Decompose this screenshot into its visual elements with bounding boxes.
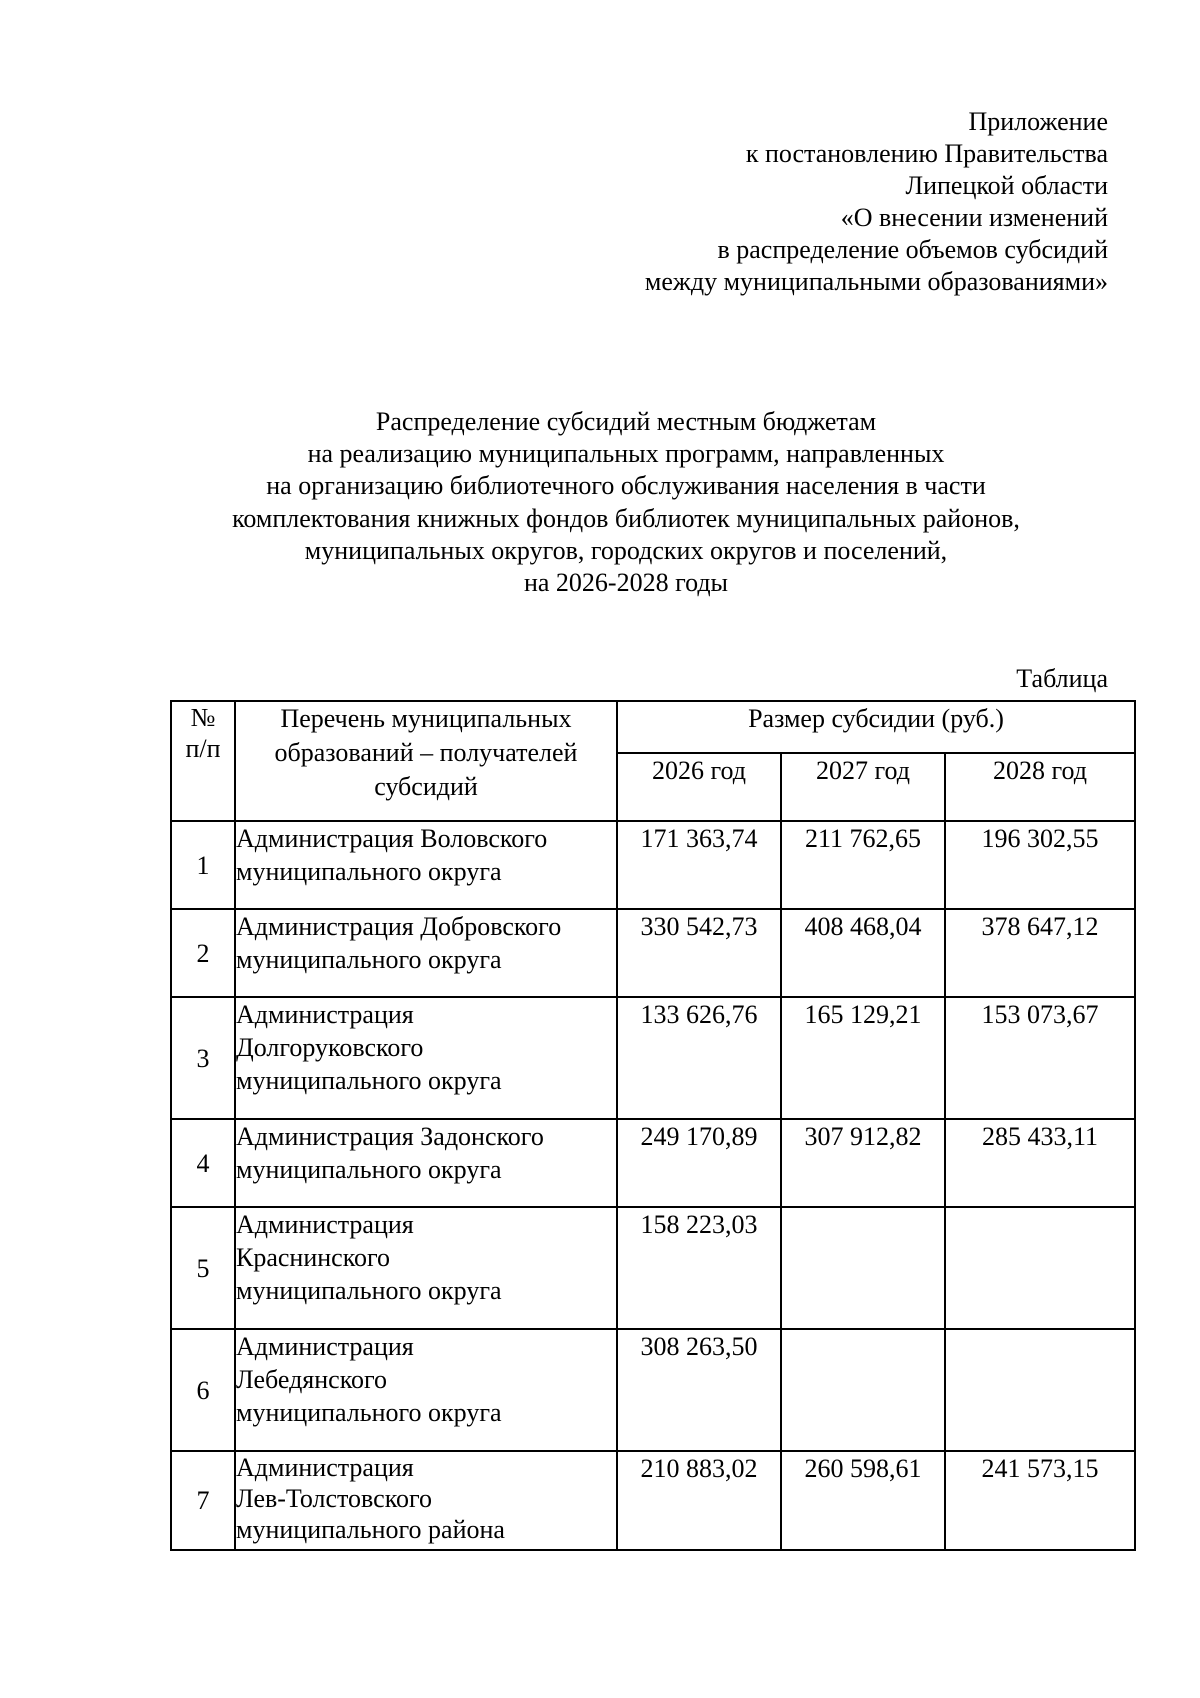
name-line: Администрация [236,1453,414,1482]
table-row [171,909,1135,997]
document-title [176,406,1076,599]
name-line: Администрация [236,1000,414,1029]
recipient-name [235,909,617,997]
title-line: Распределение субсидий местным бюджетам [375,407,877,436]
recipient-name [235,1451,617,1550]
amount-2027 [781,1207,945,1329]
appendix-line: к постановлению Правительства [745,139,1108,168]
recipient-name [235,821,617,909]
name-line: Администрация Задонского [236,1122,544,1151]
amount-2027: 260 598,61 [781,1451,945,1550]
name-line: муниципального округа [236,1398,502,1427]
appendix-line: Приложение [968,107,1108,136]
name-line: муниципального района [236,1515,505,1544]
amount-2028: 285 433,11 [945,1119,1135,1207]
column-header-subsidy-amount: Размер субсидии (руб.) [617,701,1135,753]
name-line: Администрация [236,1210,414,1239]
column-header-number [171,701,235,821]
header-line: № [190,703,216,732]
amount-2026: 330 542,73 [617,909,781,997]
column-header-recipients [235,701,617,821]
appendix-line: в распределение объемов субсидий [717,235,1108,264]
amount-2027 [781,1329,945,1451]
amount-2026: 171 363,74 [617,821,781,909]
row-number: 1 [171,821,235,909]
header-line: субсидий [374,772,478,801]
recipient-name [235,1329,617,1451]
header-line: п/п [185,734,221,763]
name-line: Лебедянского [236,1365,388,1394]
column-header-year: 2028 год [945,753,1135,821]
table-row [171,1207,1135,1329]
row-number: 7 [171,1451,235,1550]
name-line: Администрация [236,1332,414,1361]
table-row [171,1119,1135,1207]
appendix-line: между муниципальными образованиями» [644,267,1108,296]
table-row [171,821,1135,909]
row-number: 5 [171,1207,235,1329]
amount-2028: 196 302,55 [945,821,1135,909]
name-line: Краснинского [236,1243,391,1272]
table-row [171,1451,1135,1550]
title-line: на 2026-2028 годы [523,568,729,598]
title-line: комплектования книжных фондов библиотек муниципальных районов, [232,503,1020,533]
amount-2026: 210 883,02 [617,1451,781,1550]
name-line: Долгоруковского [236,1033,424,1062]
header-line: образований – получателей [274,738,578,767]
amount-2027: 211 762,65 [781,821,945,909]
header-line: Перечень муниципальных [280,704,572,733]
amount-2027: 307 912,82 [781,1119,945,1207]
appendix-header [408,106,1108,298]
amount-2028 [945,1207,1135,1329]
name-line: муниципального округа [236,1066,502,1095]
amount-2028: 153 073,67 [945,997,1135,1119]
name-line: Лев-Толстовского [236,1484,433,1513]
title-line: муниципальных округов, городских округов и поселений, [304,535,948,565]
recipient-name [235,1119,617,1207]
amount-2028 [945,1329,1135,1451]
amount-2028: 241 573,15 [945,1451,1135,1550]
name-line: муниципального округа [236,1276,502,1305]
amount-2027: 165 129,21 [781,997,945,1119]
appendix-line: «О внесении изменений [840,203,1108,232]
row-number: 2 [171,909,235,997]
title-line: на реализацию муниципальных программ, направленных [307,439,945,469]
title-line: на организацию библиотечного обслуживания населения в части [266,471,986,501]
name-line: муниципального округа [236,1155,502,1184]
table-label: Таблица [1016,664,1108,693]
column-header-year: 2027 год [781,753,945,821]
amount-2028: 378 647,12 [945,909,1135,997]
column-header-year: 2026 год [617,753,781,821]
table-row [171,997,1135,1119]
amount-2027: 408 468,04 [781,909,945,997]
row-number: 6 [171,1329,235,1451]
name-line: муниципального округа [236,945,502,974]
amount-2026: 249 170,89 [617,1119,781,1207]
amount-2026: 308 263,50 [617,1329,781,1451]
amount-2026: 133 626,76 [617,997,781,1119]
recipient-name [235,997,617,1119]
row-number: 4 [171,1119,235,1207]
row-number: 3 [171,997,235,1119]
name-line: Администрация Воловского [236,824,548,853]
appendix-line: Липецкой области [905,171,1108,200]
table-row [171,1329,1135,1451]
amount-2026: 158 223,03 [617,1207,781,1329]
recipient-name [235,1207,617,1329]
name-line: Администрация Добровского [236,912,562,941]
subsidy-table [170,700,1136,1551]
name-line: муниципального округа [236,857,502,886]
